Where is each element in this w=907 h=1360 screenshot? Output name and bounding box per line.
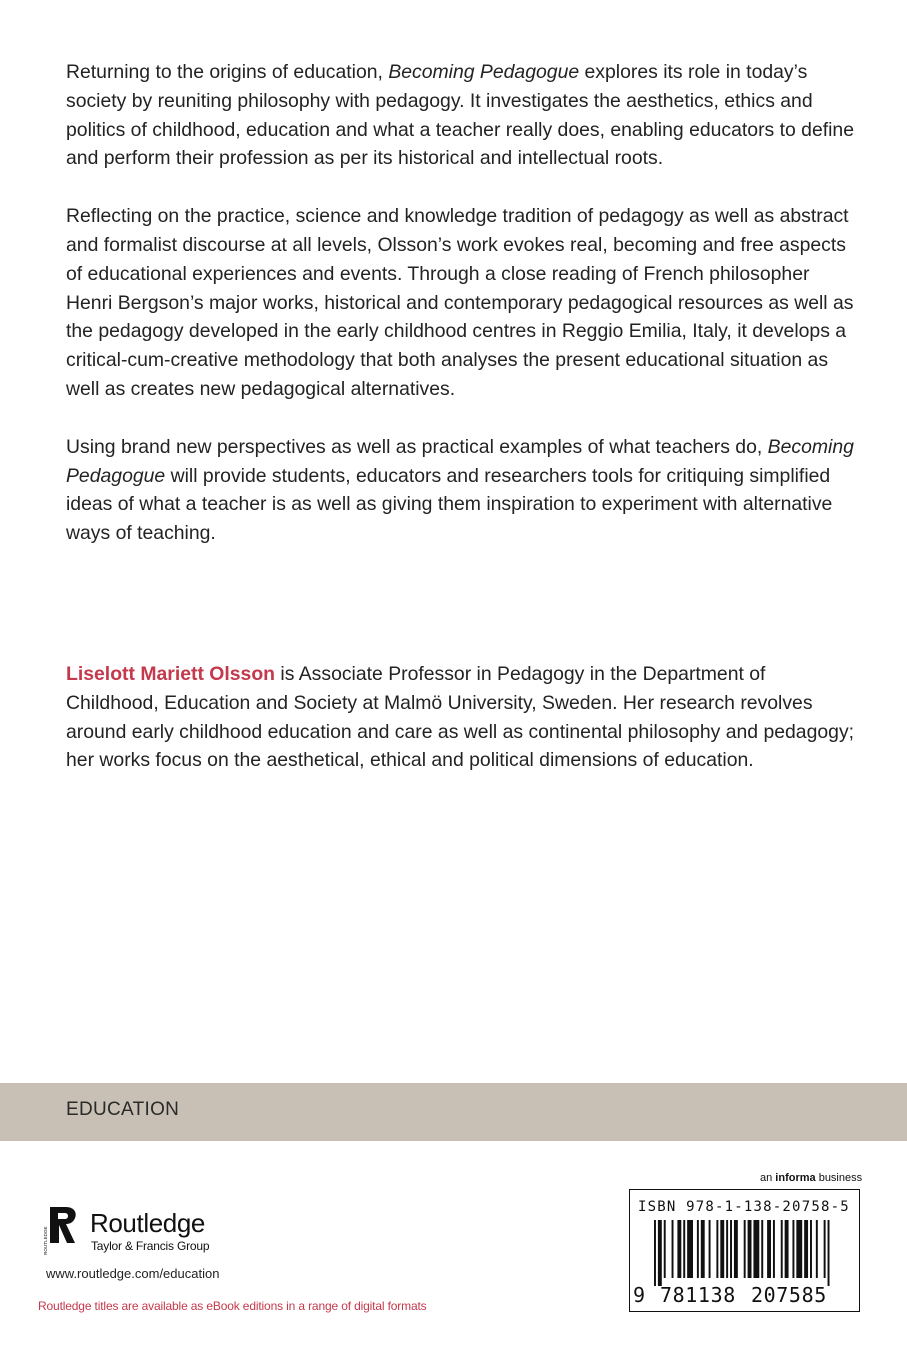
author-name: Liselott Mariett Olsson (66, 663, 276, 685)
publisher-name: Routledge (90, 1208, 205, 1238)
barcode-bar (816, 1220, 818, 1278)
barcode-digits-right: 207585 (751, 1283, 827, 1307)
category-band (0, 1083, 907, 1141)
barcode-bar (748, 1220, 752, 1278)
barcode-bar (761, 1220, 763, 1278)
barcode-bar (792, 1220, 794, 1278)
category-label: EDUCATION (66, 1099, 180, 1120)
routledge-logo (44, 1205, 244, 1260)
barcode-bar (664, 1220, 666, 1278)
barcode-bar (744, 1220, 746, 1278)
publisher-url[interactable]: www.routledge.com/education (46, 1266, 220, 1281)
barcode-bar (828, 1220, 830, 1286)
ebook-note: Routledge titles are available as eBook editions in a range of digital formats (38, 1299, 427, 1313)
barcode-bar (677, 1220, 681, 1278)
blurb-p1-pre: Returning to the origins of education, (66, 61, 389, 83)
barcode-bar (687, 1220, 693, 1278)
isbn-label: ISBN 978-1-138-20758-5 (638, 1199, 850, 1215)
barcode-bar (709, 1220, 711, 1278)
barcode-bars (630, 1220, 859, 1286)
barcode-bar (672, 1220, 674, 1278)
informa-brand: informa (775, 1172, 816, 1184)
informa-tagline (760, 1172, 862, 1184)
barcode-bar (734, 1220, 738, 1278)
blurb-paragraph-3 (66, 433, 856, 548)
barcode-bar (716, 1220, 718, 1278)
barcode-bar (730, 1220, 732, 1278)
barcode-bar (781, 1220, 783, 1278)
logo-spine-text: ROUTLEDGE (43, 1226, 48, 1255)
barcode-bar (810, 1220, 812, 1278)
barcode-bar (654, 1220, 656, 1286)
book-title: Becoming Pedagogue (66, 435, 854, 487)
book-title: Becoming Pedagogue (388, 61, 580, 83)
barcode-bar (683, 1220, 685, 1278)
publisher-group: Taylor & Francis Group (91, 1239, 210, 1253)
barcode-bar (796, 1220, 802, 1278)
informa-prefix: an (760, 1172, 776, 1184)
author-bio-text: is Associate Professor in Pedagogy in the Department of Childhood, Education and Society at Malmö University, Sweden. Her research revolves around early childhood education and care as well as continental philosophy and pedagogy; her works focus on the aesthetical, ethical and political dimensions of education. (66, 663, 855, 772)
barcode-bar (824, 1220, 826, 1278)
barcode-digit-first: 9 (633, 1283, 646, 1307)
barcode-bar (804, 1220, 808, 1278)
barcode-bar (701, 1220, 705, 1278)
barcode-bar (773, 1220, 775, 1278)
barcode-bar (726, 1220, 728, 1278)
barcode-bar (697, 1220, 699, 1278)
blurb-paragraph-2: Reflecting on the practice, science and knowledge tradition of pedagogy as well as abstract and formalist discourse at all levels, Olsson’s work evokes real, becoming and free aspects of educational experiences and events. Through a close reading of French philosopher Henri Bergson’s major works, historical and contemporary pedagogical resources as well as the pedagogy developed in the early childhood centres in Reggio Emilia, Italy, it develops a critical-cum-creative methodology that both analyses the present educational situation as well as creates new pedagogical alternatives. (66, 205, 854, 400)
routledge-logo-icon (44, 1205, 80, 1257)
blurb-paragraph-1 (66, 58, 856, 173)
author-bio (66, 660, 856, 775)
barcode-bar (767, 1220, 771, 1278)
barcode-bar (658, 1220, 662, 1286)
blurb (66, 58, 856, 577)
barcode-digits-left: 781138 (660, 1283, 736, 1307)
blurb-p3-post: will provide students, educators and researchers tools for critiquing simplified ideas of what a teacher is as well as giving them inspiration to experiment with alternative ways of teaching. (66, 464, 833, 545)
informa-suffix: business (815, 1172, 863, 1184)
barcode-bar (753, 1220, 759, 1278)
barcode-bar (720, 1220, 724, 1278)
blurb-p1-post: explores its role in today’s society by reuniting philosophy with pedagogy. It investigates the aesthetics, ethics and politics of childhood, education and what a teacher really does, enabling educators to define and perform their profession as per its historical and intellectual roots. (66, 61, 855, 170)
blurb-p3-pre: Using brand new perspectives as well as practical examples of what teachers do, (66, 435, 768, 458)
isbn-barcode (629, 1189, 860, 1312)
barcode-bar (785, 1220, 789, 1278)
